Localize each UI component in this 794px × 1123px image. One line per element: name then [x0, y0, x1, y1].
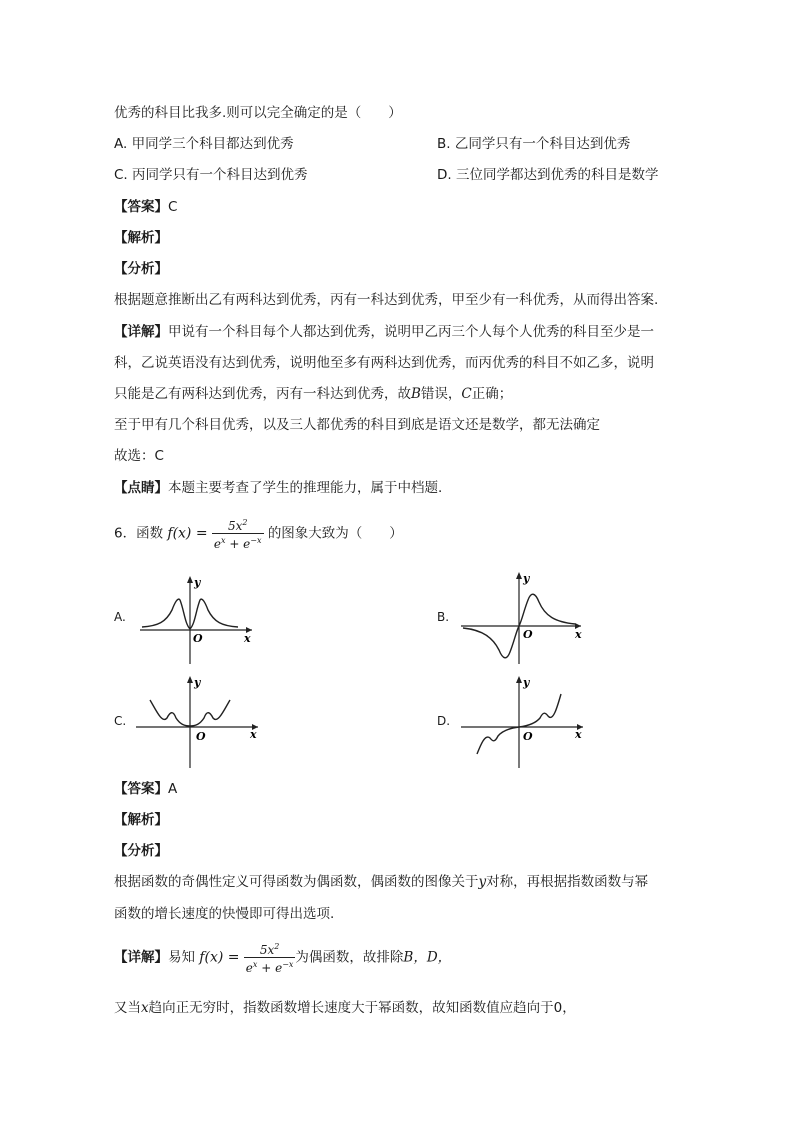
graph-label-d: D.: [437, 714, 451, 728]
q5-option-d: D. 三位同学都达到优秀的科目是数学: [437, 167, 659, 183]
graph-a: [130, 572, 260, 667]
q5-option-c: C. 丙同学只有一个科目达到优秀: [114, 167, 308, 183]
graph-d: [455, 672, 590, 772]
q5-answer: [114, 198, 177, 216]
q5-comment: 【点睛】本题主要考查了学生的推理能力，属于中档题.: [114, 480, 443, 496]
q6-answer: [114, 780, 177, 798]
graph-c-x-label: x: [250, 728, 257, 741]
graph-d-y-label: y: [523, 676, 530, 689]
graph-c-origin: O: [196, 730, 206, 743]
q5-fenxi-heading: 【分析】: [114, 261, 168, 277]
graph-a-y-label: y: [194, 576, 201, 589]
graph-label-c: C.: [114, 714, 127, 728]
q6-detail-fraction: $\frac{5x^2}{e^x + e^{-x}}$: [245, 942, 294, 975]
answer-value: A: [168, 781, 178, 797]
comment-tag: 【点睛】: [114, 480, 168, 496]
q5-option-b: B. 乙同学只有一个科目达到优秀: [437, 136, 631, 152]
answer-tag: 【答案】: [114, 199, 168, 215]
graph-label-b: B.: [437, 610, 450, 624]
graph-b-y-label: y: [523, 572, 530, 585]
q5-analysis: 根据题意推断出乙有两科达到优秀，丙有一科达到优秀，甲至少有一科优秀，从而得出答案.: [114, 292, 659, 308]
graph-d-x-label: x: [575, 728, 582, 741]
q6-fraction: $\frac{5x^2}{e^x + e^{-x}}$: [213, 518, 262, 551]
graph-b-x-label: x: [575, 628, 582, 641]
graph-label-a: A.: [114, 610, 126, 624]
graph-c-y-label: y: [194, 676, 201, 689]
q5-detail-4: 至于甲有几个科目优秀，以及三人都优秀的科目到底是语文还是数学，都无法确定: [114, 417, 600, 433]
graph-a-x-label: x: [244, 632, 251, 645]
graph-b-origin: O: [523, 628, 533, 641]
q5-option-a: A. 甲同学三个科目都达到优秀: [114, 136, 294, 152]
q6-detail: 【详解】易知 f(x) = $\frac{5x^2}{e^x + e^{-x}}$ 为偶函数，故排除B，D，: [114, 942, 452, 975]
q5-choose: 故选：C: [114, 448, 164, 464]
q6-final: 又当x趋向正无穷时，指数函数增长速度大于幂函数，故知函数值应趋向于0，: [114, 1000, 576, 1016]
q5-stem-continuation: 优秀的科目比我多.则可以完全确定的是（ ）: [114, 105, 402, 121]
q6-stem: 6．函数 f(x) = $\frac{5x^2}{e^x + e^{-x}}$ 的图象大致为（ ）: [114, 518, 403, 551]
q5-jiexi-heading: 【解析】: [114, 230, 168, 246]
q5-detail-2: 科，乙说英语没有达到优秀，说明他至多有两科达到优秀，而丙优秀的科目不如乙多，说明: [114, 355, 654, 371]
answer-value: C: [168, 199, 178, 215]
graph-d-origin: O: [523, 730, 533, 743]
q6-analysis-2: 函数的增长速度的快慢即可得出选项.: [114, 906, 335, 922]
graph-b: [455, 568, 590, 668]
q5-detail-3: 只能是乙有两科达到优秀，丙有一科达到优秀，故B错误，C正确；: [114, 386, 513, 402]
detail-tag: 【详解】: [114, 949, 168, 966]
graph-a-origin: O: [193, 632, 203, 645]
q6-analysis-1: 根据函数的奇偶性定义可得函数为偶函数，偶函数的图像关于y对称，再根据指数函数与幂: [114, 874, 649, 890]
detail-tag: 【详解】: [114, 324, 168, 340]
graph-c: [130, 672, 265, 772]
q6-jiexi-heading: 【解析】: [114, 812, 168, 828]
q6-fenxi-heading: 【分析】: [114, 843, 168, 859]
q5-detail-1: 【详解】甲说有一个科目每个人都达到优秀，说明甲乙丙三个人每个人优秀的科目至少是一: [114, 324, 654, 340]
q6-func-name: f(x) =: [167, 525, 208, 542]
answer-tag: 【答案】: [114, 781, 168, 797]
